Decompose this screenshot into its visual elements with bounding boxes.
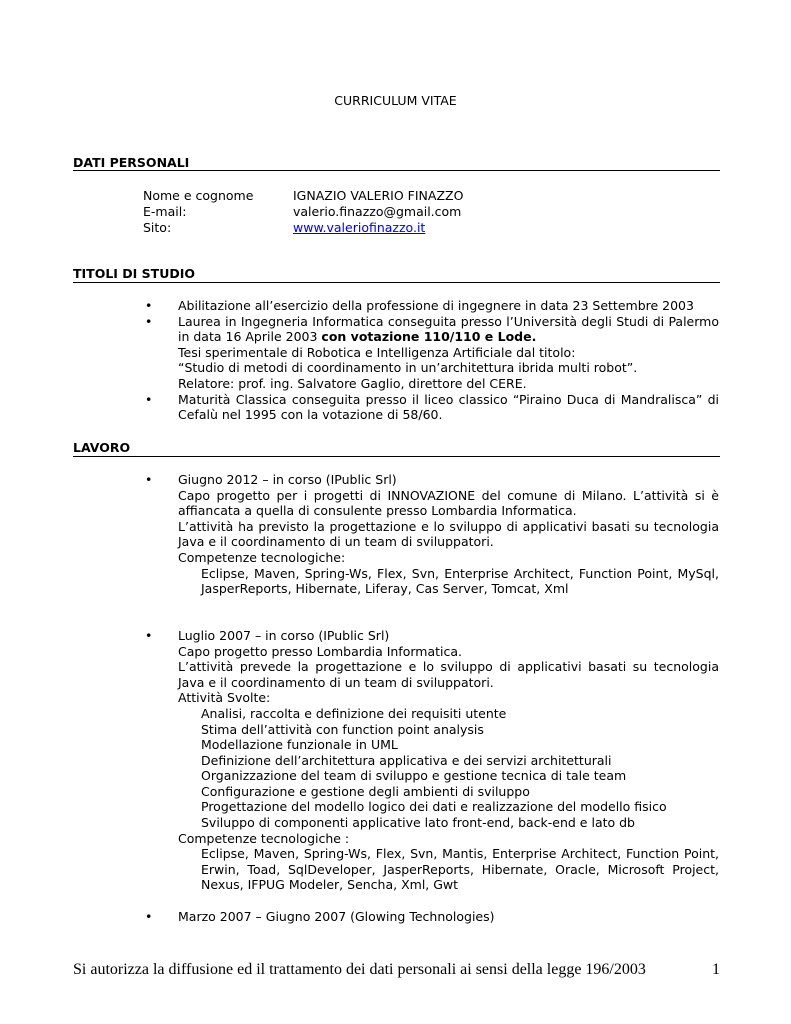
job-item: [0, 628, 791, 893]
education-text: Tesi sperimentale di Robotica e Intelligenza Artificiale dal titolo:: [178, 344, 576, 360]
activity-item: Sviluppo di componenti applicative lato front-end, back-end e lato db: [201, 815, 635, 831]
section-title-personal: DATI PERSONALI: [73, 155, 190, 170]
email-label: E-mail:: [143, 204, 187, 219]
site-link[interactable]: www.valeriofinazzo.it: [293, 220, 426, 235]
education-item: [0, 314, 791, 392]
spacer: [178, 612, 719, 628]
spacer: [178, 597, 719, 613]
activity-item: Analisi, raccolta e definizione dei requisiti utente: [201, 705, 507, 721]
job-period: • Luglio 2007 – in corso (IPublic Srl): [178, 627, 390, 643]
email-value: valerio.finazzo@gmail.com: [293, 204, 462, 219]
job-list: [0, 472, 791, 893]
job-description: Capo progetto per i progetti di INNOVAZIONE del comune di Milano. L’attività si è affiancata a quella di consulente presso Lombardia Informatica.: [178, 487, 719, 519]
education-list: [0, 298, 791, 423]
education-text: [178, 314, 719, 345]
education-grade: con votazione 110/110 e Lode.: [321, 329, 537, 345]
activity-item: Definizione dell’architettura applicativa e dei servizi architetturali: [201, 752, 612, 768]
job-list-continued: [0, 909, 791, 925]
education-text: • Maturità Classica conseguita presso il liceo classico “Piraino Duca di Mandralisca” di Cefalù nel 1995 con la votazione di 58/60.: [178, 391, 719, 423]
education-item: [0, 392, 791, 423]
site-label: Sito:: [143, 220, 172, 235]
education-text: Relatore: prof. ing. Salvatore Gaglio, direttore del CERE.: [178, 375, 527, 391]
skills-label: Competenze tecnologiche :: [178, 830, 350, 846]
activity-item: Organizzazione del team di sviluppo e gestione tecnica di tale team: [201, 768, 627, 784]
activity-item: Progettazione del modello logico dei dati e realizzazione del modello fisico: [201, 799, 667, 815]
activity-item: Stima dell’attività con function point analysis: [201, 721, 484, 737]
page-number: 1: [712, 961, 720, 978]
page-footer: [73, 960, 720, 980]
name-label: Nome e cognome: [143, 188, 254, 203]
education-text: “Studio di metodi di coordinamento in un’architettura ibrida multi robot”.: [178, 360, 638, 376]
document-title: CURRICULUM VITAE: [334, 93, 457, 108]
name-value: IGNAZIO VALERIO FINAZZO: [293, 188, 464, 203]
education-text: • Abilitazione all’esercizio della professione di ingegnere in data 23 Settembre 2003: [178, 298, 694, 313]
job-period: • Marzo 2007 – Giugno 2007 (Glowing Technologies): [178, 909, 495, 924]
activity-item: Configurazione e gestione degli ambienti di sviluppo: [201, 783, 530, 799]
skills-list: Eclipse, Maven, Spring-Ws, Flex, Svn, Enterprise Architect, Function Point, MySql, JasperReports, Hibernate, Liferay, Cas Server, Tomcat, Xml: [201, 565, 719, 597]
job-item: [0, 472, 791, 628]
job-description: Capo progetto presso Lombardia Informatica.: [178, 643, 462, 659]
activity-item: Modellazione funzionale in UML: [201, 737, 398, 753]
section-divider: [73, 282, 720, 283]
section-title-work: LAVORO: [73, 440, 131, 455]
job-item: [0, 909, 791, 925]
education-text: Laurea in Ingegneria Informatica conseguita presso l’Università degli Studi di Palermo in data 16 Aprile 2003: [178, 313, 719, 345]
activities-label: Attività Svolte:: [178, 690, 271, 706]
job-period: • Giugno 2012 – in corso (IPublic Srl): [178, 472, 397, 487]
section-title-education: TITOLI DI STUDIO: [73, 266, 196, 281]
job-description: L’attività prevede la progettazione e lo sviluppo di applicativi basati su tecnologia Java e il coordinamento di un team di sviluppatori.: [178, 659, 719, 690]
skills-label: Competenze tecnologiche:: [178, 549, 346, 565]
section-divider: [73, 170, 720, 171]
privacy-notice: Si autorizza la diffusione ed il trattamento dei dati personali ai sensi della legge 196/2003: [73, 961, 646, 978]
education-item: [0, 298, 791, 314]
skills-list: Eclipse, Maven, Spring-Ws, Flex, Svn, Mantis, Enterprise Architect, Function Point, Erwin, Toad, SqlDeveloper, JasperReports, Hibernate, Oracle, Microsoft Project, Nexus, IFPUG Modeler, Sencha, Xml, Gwt: [201, 846, 719, 893]
job-description: L’attività ha previsto la progettazione e lo sviluppo di applicativi basati su tecnologia Java e il coordinamento di un team di sviluppatori.: [178, 518, 719, 550]
section-divider: [73, 456, 720, 457]
